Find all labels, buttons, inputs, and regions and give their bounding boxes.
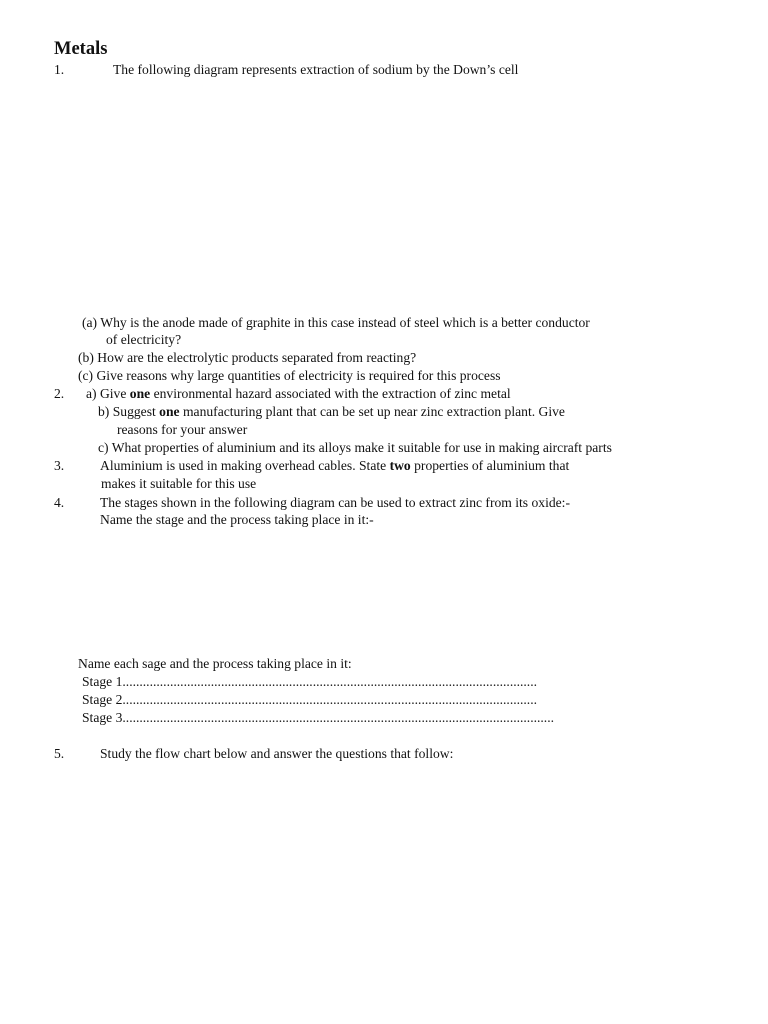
q4-prompt: Name each sage and the process taking place in it: [78, 656, 352, 671]
q5-text: Study the flow chart below and answer the questions that follow: [100, 746, 454, 761]
q2-part-b-bold: one [159, 404, 180, 419]
q3-line1 [100, 457, 569, 475]
q2-part-c: c) What properties of aluminium and its alloys make it suitable for use in making aircraft parts [98, 440, 612, 455]
q2-part-a-post: environmental hazard associated with the extraction of zinc metal [150, 386, 511, 401]
q1-part-a-line2: of electricity? [106, 332, 182, 347]
q4-number: 4. [54, 495, 65, 510]
q4-stage3-blank: Stage 3............................................................................................................................... [82, 710, 554, 725]
q2-part-a [86, 385, 511, 403]
q2-part-b-post: manufacturing plant that can be set up near zinc extraction plant. Give [179, 404, 565, 419]
q4-line1: The stages shown in the following diagram can be used to extract zinc from its oxide:- [100, 495, 570, 510]
q1-part-b: (b) How are the electrolytic products separated from reacting? [78, 350, 417, 365]
q3-line1-pre: Aluminium is used in making overhead cables. State [100, 458, 390, 473]
q2-part-a-bold: one [129, 386, 151, 401]
q3-line1-post: properties of aluminium that [410, 458, 570, 473]
q3-line1-bold: two [389, 458, 411, 473]
q2-part-a-pre: a) Give [86, 386, 130, 401]
q1-part-c: (c) Give reasons why large quantities of electricity is required for this process [78, 368, 501, 383]
q2-number: 2. [54, 386, 65, 401]
q4-stage1-blank: Stage 1.......................................................................................................................... [82, 674, 538, 689]
page-title: Metals [54, 39, 108, 59]
q2-part-b-line2: reasons for your answer [117, 422, 248, 437]
q3-line2: makes it suitable for this use [101, 476, 257, 491]
q1-number: 1. [54, 62, 65, 77]
q2-part-b-pre: b) Suggest [98, 404, 160, 419]
q1-part-a-line1: (a) Why is the anode made of graphite in this case instead of steel which is a better conductor [82, 315, 590, 330]
q2-part-b-line1 [98, 403, 565, 421]
q5-number: 5. [54, 746, 65, 761]
q3-number: 3. [54, 458, 65, 473]
q1-intro: The following diagram represents extraction of sodium by the Down’s cell [113, 62, 519, 77]
q4-stage2-blank: Stage 2.......................................................................................................................... [82, 692, 538, 707]
q4-line2: Name the stage and the process taking place in it:- [100, 512, 374, 527]
